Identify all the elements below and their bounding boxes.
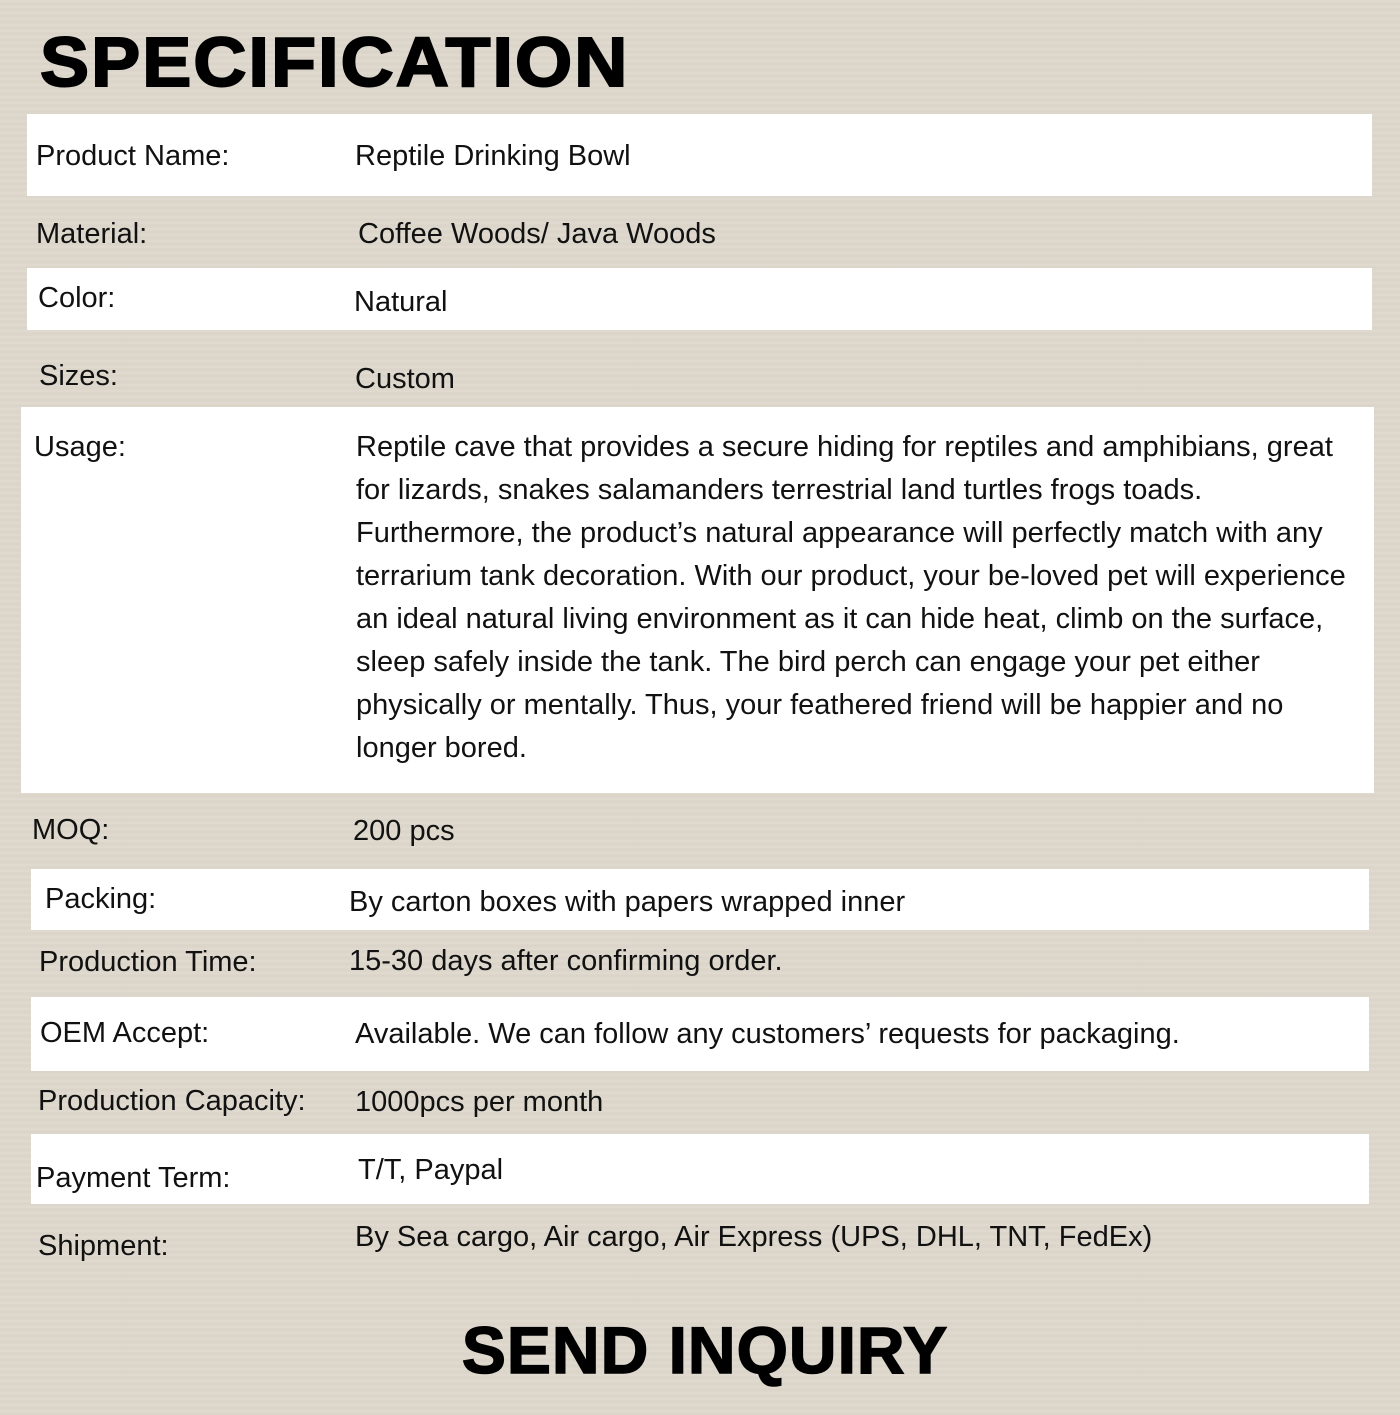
spec-row-color — [27, 268, 1372, 330]
page-title: SPECIFICATION — [40, 23, 630, 101]
spec-label-moq: MOQ: — [32, 814, 110, 846]
spec-value-packing: By carton boxes with papers wrapped inner — [349, 886, 906, 918]
spec-value-oem-accept: Available. We can follow any customers’ requests for packaging. — [355, 1018, 1180, 1050]
spec-label-oem-accept: OEM Accept: — [40, 1017, 210, 1049]
spec-label-production-time: Production Time: — [39, 946, 257, 978]
spec-value-shipment: By Sea cargo, Air cargo, Air Express (UPS, DHL, TNT, FedEx) — [355, 1221, 1153, 1253]
spec-label-usage: Usage: — [34, 431, 126, 463]
spec-label-color: Color: — [38, 282, 116, 314]
spec-value-production-capacity: 1000pcs per month — [355, 1086, 604, 1118]
spec-label-product-name: Product Name: — [36, 140, 230, 172]
spec-row-payment-term — [31, 1134, 1369, 1204]
spec-value-payment-term: T/T, Paypal — [358, 1154, 504, 1186]
spec-value-production-time: 15-30 days after confirming order. — [349, 945, 783, 977]
spec-label-shipment: Shipment: — [38, 1230, 169, 1262]
spec-value-usage: Reptile cave that provides a secure hiding for reptiles and amphibians, great for lizards, snakes salamanders terrestrial land turtles frogs toads. Furthermore, the product’s natural appearance will perfectly match with any terrarium tank decoration. With our product, your be-loved pet will experience an ideal natural living environment as it can hide heat, climb on the surface, sleep safely inside the tank. The bird perch can engage your pet either physically or mentally. Thus, your feathered friend will be happier and no longer bored. — [356, 431, 1346, 764]
spec-label-payment-term: Payment Term: — [36, 1162, 231, 1194]
spec-value-material: Coffee Woods/ Java Woods — [358, 218, 716, 250]
spec-value-color: Natural — [354, 286, 448, 318]
spec-value-moq: 200 pcs — [353, 815, 455, 847]
spec-value-sizes: Custom — [355, 363, 455, 395]
spec-label-production-capacity: Production Capacity: — [38, 1085, 306, 1117]
spec-value-product-name: Reptile Drinking Bowl — [355, 140, 631, 172]
spec-label-sizes: Sizes: — [39, 360, 118, 392]
spec-label-material: Material: — [36, 218, 148, 250]
spec-label-packing: Packing: — [45, 883, 157, 915]
send-inquiry-button[interactable]: SEND INQUIRY — [461, 1313, 949, 1387]
